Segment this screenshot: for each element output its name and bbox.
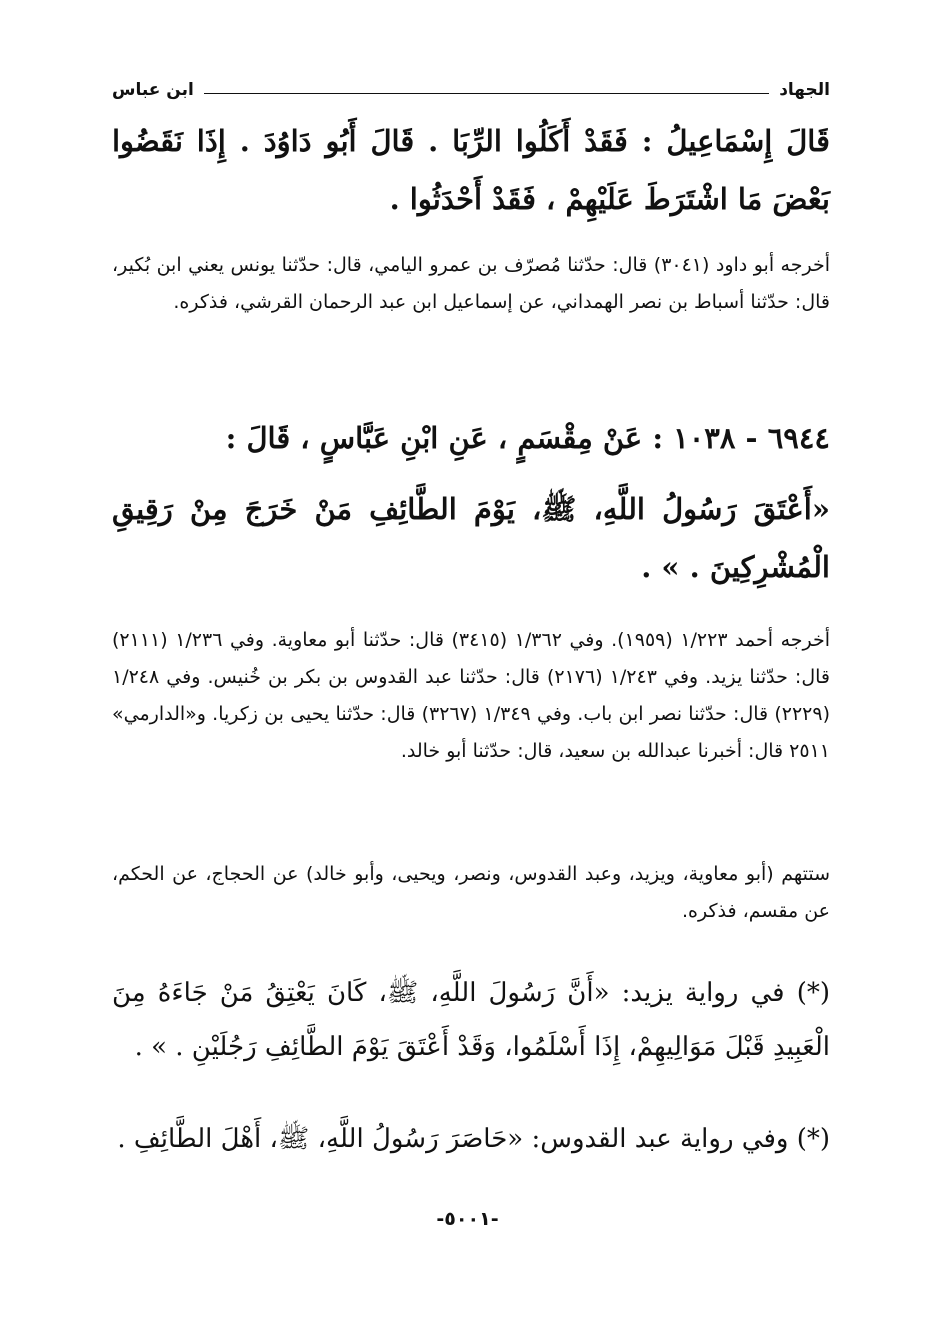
takhrij-main: أخرجه أحمد ١/٢٢٣ (١٩٥٩). وفي ١/٣٦٢ (٣٤١٥) قال: حدّثنا أبو معاوية. وفي ١/٢٣٦ (٢١١١) قال: حدّثنا يزيد. وفي ١/٢٤٣ (٢١٧٦) قال: حدّثنا عبد القدوس بن بكر بن خُنيس. وفي ١/٢٤٨ (٢٢٢٩) قال: حدّثنا نصر ابن باب. وفي ١/٣٤٩ (٣٢٦٧) قال: حدّثنا يحيى بن زكريا. و«الدارمي» ٢٥١١ قال: أخبرنا عبدالله بن سعيد، قال: حدّثنا أبو خالد. [112, 629, 831, 762]
hadith-main-text: «أَعْتَقَ رَسُولُ اللَّهِ، ﷺ، يَوْمَ الطَّائِفِ مَنْ خَرَجَ مِنْ رَقِيقِ الْمُشْرِكِينَ . » . [112, 492, 830, 584]
variant-note-abdulquddus: (*) وفي رواية عبد القدوس: «حَاصَرَ رَسُولُ اللَّهِ، ﷺ، أَهْلَ الطَّائِفِ . [117, 1124, 830, 1154]
running-header [112, 72, 830, 100]
header-left-title: ابن عباس [112, 80, 194, 100]
hadith-continuation: قَالَ إِسْمَاعِيلُ : فَقَدْ أَكَلُوا الرِّبَا . قَالَ أَبُو دَاوُدَ . إِذَا نَقَضُوا بَعْضَ مَا اشْتَرَطَ عَلَيْهِمْ ، فَقَدْ أَحْدَثُوا . [112, 124, 830, 216]
header-rule [204, 93, 769, 94]
takhrij-previous: أخرجه أبو داود (٣٠٤١) قال: حدّثنا مُصرّف بن عمرو اليامي، قال: حدّثنا يونس يعني ابن بُكير، قال: حدّثنا أسباط بن نصر الهمداني، عن إسماعيل ابن عبد الرحمان القرشي، فذكره. [112, 254, 830, 313]
header-right-title: الجهاد [779, 80, 830, 100]
variant-note-yazid: (*) في رواية يزيد: «أَنَّ رَسُولَ اللَّهِ، ﷺ، كَانَ يَعْتِقُ مَنْ جَاءَهُ مِنَ الْعَبِيدِ قَبْلَ مَوَالِيهِمْ، إِذَا أَسْلَمُوا، وَقَدْ أَعْتَقَ يَوْمَ الطَّائِفِ رَجُلَيْنِ . » . [112, 978, 830, 1062]
narrators-summary: ستتهم (أبو معاوية، ويزيد، وعبد القدوس، ونصر، ويحيى، وأبو خالد) عن الحجاج، عن الحكم، عن مقسم، فذكره. [112, 863, 830, 922]
hadith-number-heading: ٦٩٤٤ - ١٠٣٨ : عَنْ مِقْسَمٍ ، عَنِ ابْنِ عَبَّاسٍ ، قَالَ : [225, 421, 830, 455]
page-number: -٥٠٠١- [436, 1208, 499, 1230]
